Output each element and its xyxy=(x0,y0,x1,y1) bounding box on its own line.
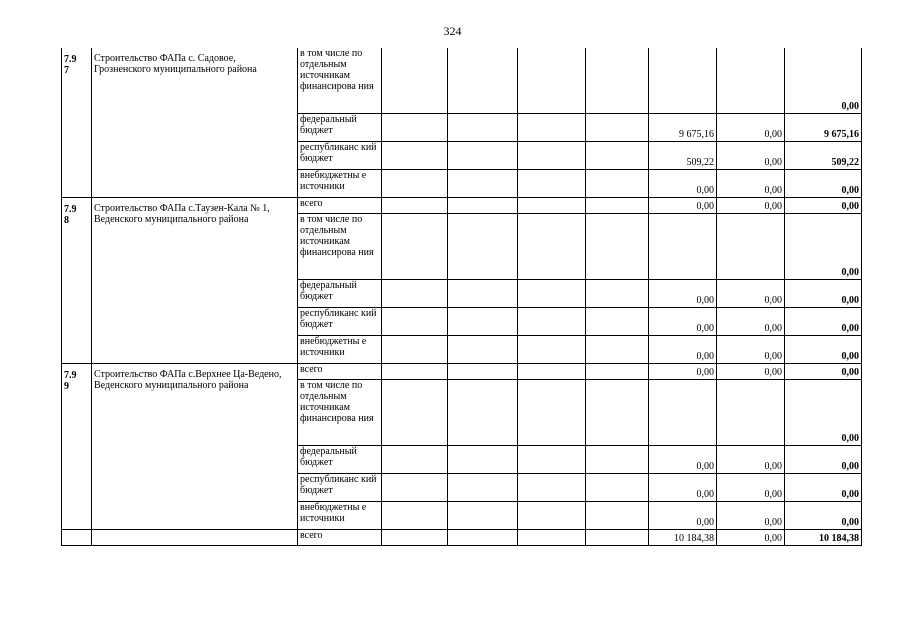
empty-cell xyxy=(586,308,649,336)
empty-cell xyxy=(382,170,448,198)
table-row xyxy=(62,198,862,214)
empty-cell xyxy=(586,198,649,214)
total-cell: 0,00 xyxy=(785,308,862,336)
empty-cell xyxy=(586,380,649,446)
empty-cell xyxy=(518,114,586,142)
funding-source-cell: внебюджетны е источники xyxy=(298,502,382,530)
value-cell: 509,22 xyxy=(649,142,717,170)
empty-cell xyxy=(586,474,649,502)
empty-cell xyxy=(518,198,586,214)
value-cell: 0,00 xyxy=(717,336,785,364)
value-cell: 0,00 xyxy=(649,308,717,336)
empty-cell xyxy=(518,474,586,502)
value-cell: 0,00 xyxy=(717,446,785,474)
funding-source-cell: всего xyxy=(298,198,382,214)
empty-cell xyxy=(382,380,448,446)
empty-cell xyxy=(518,336,586,364)
empty-cell xyxy=(448,48,518,114)
page-number: 324 xyxy=(443,24,462,38)
empty-cell xyxy=(586,142,649,170)
funding-source-cell: республиканс кий бюджет xyxy=(298,142,382,170)
total-cell: 0,00 xyxy=(785,198,862,214)
value-cell: 0,00 xyxy=(649,446,717,474)
value-cell: 0,00 xyxy=(649,364,717,380)
empty-cell xyxy=(448,170,518,198)
table-body xyxy=(62,48,862,546)
empty-cell xyxy=(382,446,448,474)
empty-cell xyxy=(448,474,518,502)
value-cell: 0,00 xyxy=(649,336,717,364)
total-cell: 0,00 xyxy=(785,280,862,308)
total-cell: 0,00 xyxy=(785,446,862,474)
empty-cell xyxy=(586,364,649,380)
value-cell xyxy=(649,380,717,446)
value-cell: 0,00 xyxy=(717,280,785,308)
value-cell: 0,00 xyxy=(717,308,785,336)
value-cell: 0,00 xyxy=(717,530,785,546)
empty-cell xyxy=(382,142,448,170)
item-number: 7.9 8 xyxy=(62,198,92,364)
empty-cell xyxy=(586,170,649,198)
empty-cell xyxy=(448,280,518,308)
value-cell: 10 184,38 xyxy=(649,530,717,546)
empty-cell xyxy=(448,364,518,380)
empty-cell xyxy=(448,198,518,214)
value-cell: 0,00 xyxy=(717,474,785,502)
total-cell: 0,00 xyxy=(785,48,862,114)
value-cell: 0,00 xyxy=(649,502,717,530)
empty-cell xyxy=(586,446,649,474)
empty-cell xyxy=(382,530,448,546)
empty-cell xyxy=(448,530,518,546)
funding-source-cell: в том числе по отдельным источникам финансирова ния xyxy=(298,214,382,280)
empty-cell xyxy=(382,336,448,364)
empty-cell xyxy=(448,114,518,142)
total-cell: 10 184,38 xyxy=(785,530,862,546)
funding-source-cell: федеральный бюджет xyxy=(298,280,382,308)
total-cell: 0,00 xyxy=(785,364,862,380)
value-cell xyxy=(649,48,717,114)
empty-cell xyxy=(448,214,518,280)
value-cell: 0,00 xyxy=(717,170,785,198)
value-cell: 0,00 xyxy=(717,142,785,170)
value-cell: 0,00 xyxy=(717,114,785,142)
funding-source-cell: всего xyxy=(298,530,382,546)
empty-cell xyxy=(382,48,448,114)
empty-cell xyxy=(382,280,448,308)
object-name: Строительство ФАПа с. Садовое, Грозненского муниципального района xyxy=(92,48,298,198)
empty-cell xyxy=(586,48,649,114)
funding-source-cell: федеральный бюджет xyxy=(298,446,382,474)
empty-cell xyxy=(518,502,586,530)
empty-cell xyxy=(448,142,518,170)
empty-cell xyxy=(382,502,448,530)
value-cell: 0,00 xyxy=(649,280,717,308)
funding-source-cell: республиканс кий бюджет xyxy=(298,474,382,502)
funding-source-cell: в том числе по отдельным источникам финансирова ния xyxy=(298,48,382,114)
object-name-empty xyxy=(92,530,298,546)
item-number: 7.9 7 xyxy=(62,48,92,198)
value-cell xyxy=(717,48,785,114)
funding-source-cell: в том числе по отдельным источникам финансирова ния xyxy=(298,380,382,446)
object-name: Строительство ФАПа с.Таузен-Кала № 1, Веденского муниципального района xyxy=(92,198,298,364)
empty-cell xyxy=(518,48,586,114)
total-cell: 0,00 xyxy=(785,336,862,364)
empty-cell xyxy=(518,170,586,198)
empty-cell xyxy=(448,446,518,474)
empty-cell xyxy=(448,308,518,336)
funding-source-cell: республиканс кий бюджет xyxy=(298,308,382,336)
total-cell: 0,00 xyxy=(785,380,862,446)
funding-source-cell: всего xyxy=(298,364,382,380)
table-row xyxy=(62,48,862,114)
empty-cell xyxy=(382,214,448,280)
empty-cell xyxy=(448,502,518,530)
total-cell: 0,00 xyxy=(785,170,862,198)
empty-cell xyxy=(382,114,448,142)
empty-cell xyxy=(586,530,649,546)
value-cell: 0,00 xyxy=(649,198,717,214)
total-cell: 509,22 xyxy=(785,142,862,170)
funding-source-cell: федеральный бюджет xyxy=(298,114,382,142)
value-cell xyxy=(717,380,785,446)
empty-cell xyxy=(382,364,448,380)
value-cell: 0,00 xyxy=(717,364,785,380)
empty-cell xyxy=(518,142,586,170)
empty-cell xyxy=(586,114,649,142)
value-cell xyxy=(649,214,717,280)
funding-source-cell: внебюджетны е источники xyxy=(298,336,382,364)
empty-cell xyxy=(382,474,448,502)
value-cell: 0,00 xyxy=(717,502,785,530)
funding-source-cell: внебюджетны е источники xyxy=(298,170,382,198)
empty-cell xyxy=(518,530,586,546)
value-cell xyxy=(717,214,785,280)
item-number: 7.9 9 xyxy=(62,364,92,530)
table-row xyxy=(62,364,862,380)
empty-cell xyxy=(448,336,518,364)
total-cell: 0,00 xyxy=(785,474,862,502)
value-cell: 0,00 xyxy=(649,170,717,198)
value-cell: 0,00 xyxy=(717,198,785,214)
total-cell: 0,00 xyxy=(785,502,862,530)
empty-cell xyxy=(448,380,518,446)
empty-cell xyxy=(586,280,649,308)
empty-cell xyxy=(518,308,586,336)
summary-row xyxy=(62,530,862,546)
empty-cell xyxy=(518,280,586,308)
value-cell: 0,00 xyxy=(649,474,717,502)
value-cell: 9 675,16 xyxy=(649,114,717,142)
empty-cell xyxy=(518,380,586,446)
empty-cell xyxy=(518,446,586,474)
empty-cell xyxy=(382,308,448,336)
empty-cell xyxy=(518,214,586,280)
total-cell: 9 675,16 xyxy=(785,114,862,142)
empty-cell xyxy=(382,198,448,214)
object-name: Строительство ФАПа с.Верхнее Ца-Ведено, Веденского муниципального района xyxy=(92,364,298,530)
item-number-empty xyxy=(62,530,92,546)
empty-cell xyxy=(518,364,586,380)
empty-cell xyxy=(586,502,649,530)
budget-table xyxy=(61,48,862,546)
total-cell: 0,00 xyxy=(785,214,862,280)
empty-cell xyxy=(586,336,649,364)
empty-cell xyxy=(586,214,649,280)
